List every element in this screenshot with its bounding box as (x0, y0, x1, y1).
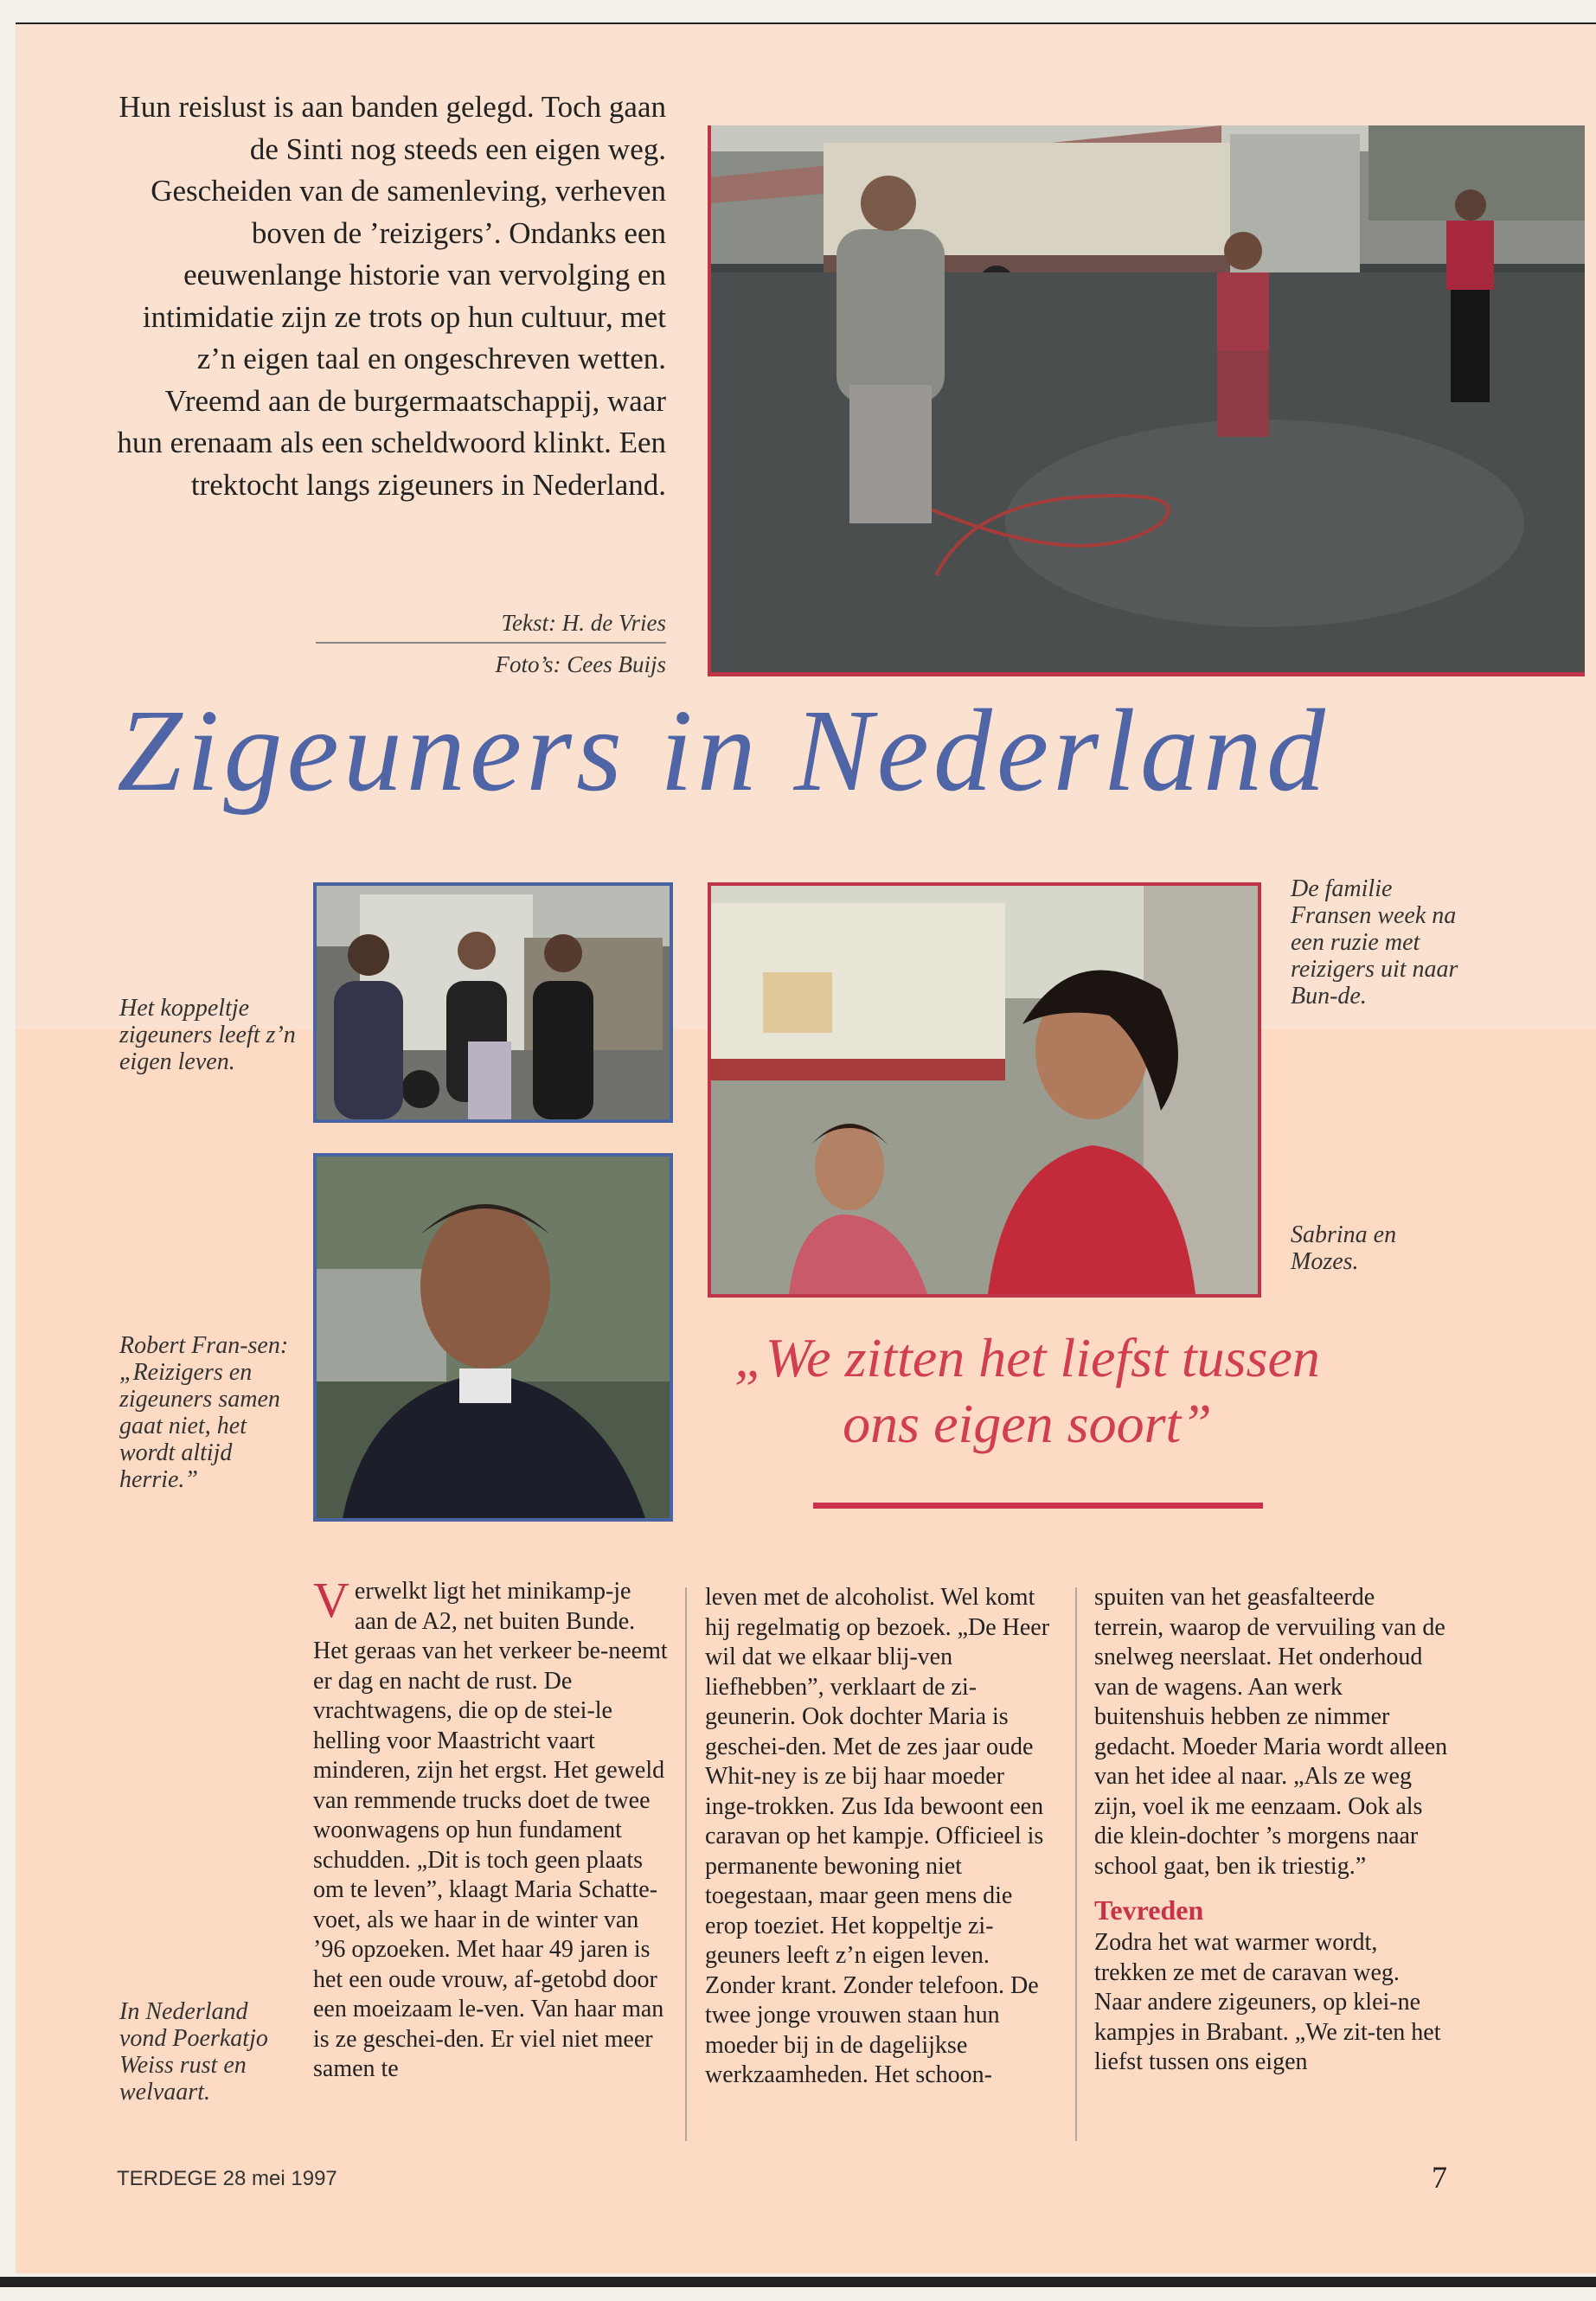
pull-quote: „We zitten het liefst tussen ons eigen soort” (734, 1327, 1320, 1454)
caption-sabrina-mozes: Sabrina en Mozes. (1291, 1221, 1397, 1275)
caption-poerkatjo-weiss: In Nederland vond Poerkatjo Weiss rust en welvaart. (119, 1998, 268, 2106)
bottom-rule (0, 2277, 1596, 2287)
photo-sabrina-mozes (708, 882, 1261, 1298)
pull-quote-rule (813, 1503, 1263, 1509)
article-column-2 (705, 1583, 1060, 2091)
caption-family-fransen: De familie Fransen week na een ruzie met reizigers uit naar Bun-de. (1291, 875, 1458, 1009)
page-number: 7 (1432, 2160, 1447, 2195)
article-column-3 (1094, 1583, 1449, 2078)
footer-magazine-date: TERDEGE 28 mei 1997 (117, 2167, 337, 2190)
caption-robert-fransen: Robert Fran-sen: „Reizigers en zigeuners samen gaat niet, het wordt altijd herrie.” (119, 1332, 289, 1493)
credits (316, 606, 666, 682)
column-3-text-a: spuiten van het geasfalteerde terrein, waarop de vervuiling van de snelweg neerslaat. Het onderhoud van de wagens. Aan werk buitenshuis hebben ze nimmer gedacht. Moeder Maria wordt alleen van het idee al naar. „Als ze weg zijn, voel ik me eenzaam. Ook als die klein-dochter ’s morgens naar school gaat, ben ik triestig.” (1094, 1584, 1448, 1880)
photo-credit: Foto’s: Cees Buijs (495, 651, 666, 677)
column-3-text-b: Zodra het wat warmer wordt, trekken ze met de caravan weg. Naar andere zigeuners, op klei-ne kampjes in Brabant. „We zit-ten het liefst tussen ons eigen (1094, 1929, 1441, 2075)
photo-caravan-camp (708, 125, 1585, 676)
caption-couple: Het koppeltje zigeuners leeft z’n eigen leven. (119, 995, 296, 1075)
intro-text: Hun reislust is aan banden gelegd. Toch gaan de Sinti nog steeds een eigen weg. Gescheiden van de samenleving, verheven boven de ’reizigers’. Ondanks een eeuwenlange historie van vervolging en intimidatie zijn ze trots op hun cultuur, met z’n eigen taal en ongeschreven wetten. Vreemd aan de burgermaatschappij, waar hun erenaam als een scheldwoord klinkt. Een trektocht langs zigeuners in Nederland. (117, 90, 666, 502)
photo-people-at-truck (313, 882, 673, 1123)
article-column-1 (313, 1572, 668, 2085)
article-headline: Zigeuners in Nederland (117, 686, 1330, 816)
column-1-text: erwelkt ligt het minikamp-je aan de A2, net buiten Bunde. Het geraas van het verkeer be-neemt er dag en nacht de rust. De vrachtwagens, die op de stei-le helling voor Maastricht vaart minderen, zijn het ergst. Het geweld van remmende trucks doet de twee woonwagens op hun fundament schudden. „Dit is toch geen plaats om te leven”, klaagt Maria Schatte-voet, als we haar in de winter van ’96 opzoeken. Met haar 49 jaren is het een oude vrouw, af-getobd door een moeizaam le-ven. Van haar man is ze geschei-den. Er viel niet meer samen te (313, 1578, 668, 2082)
drop-cap: V (313, 1572, 349, 1628)
column-divider-2 (1075, 1587, 1077, 2141)
text-credit: Tekst: H. de Vries (501, 610, 666, 636)
credit-divider (316, 642, 666, 644)
photo-robert-portrait (313, 1153, 673, 1522)
column-2-text: leven met de alcoholist. Wel komt hij regelmatig op bezoek. „De Heer wil dat we elkaar blij-ven liefhebben”, verklaart de zi-geunerin. Ook dochter Maria is geschei-den. Met de zes jaar oude Whit-ney is ze bij haar moeder inge-trokken. Zus Ida bewoont een caravan op het kampje. Officieel is permanente bewoning niet toegestaan, maar geen mens die erop toeziet. Het koppeltje zi-geuners leeft z’n eigen leven. Zonder krant. Zonder telefoon. De twee jonge vrouwen staan hun moeder bij in de dagelijkse werkzaamheden. Het schoon- (705, 1584, 1050, 2088)
subheading-tevreden: Tevreden (1094, 1894, 1204, 1926)
column-divider-1 (685, 1587, 687, 2141)
